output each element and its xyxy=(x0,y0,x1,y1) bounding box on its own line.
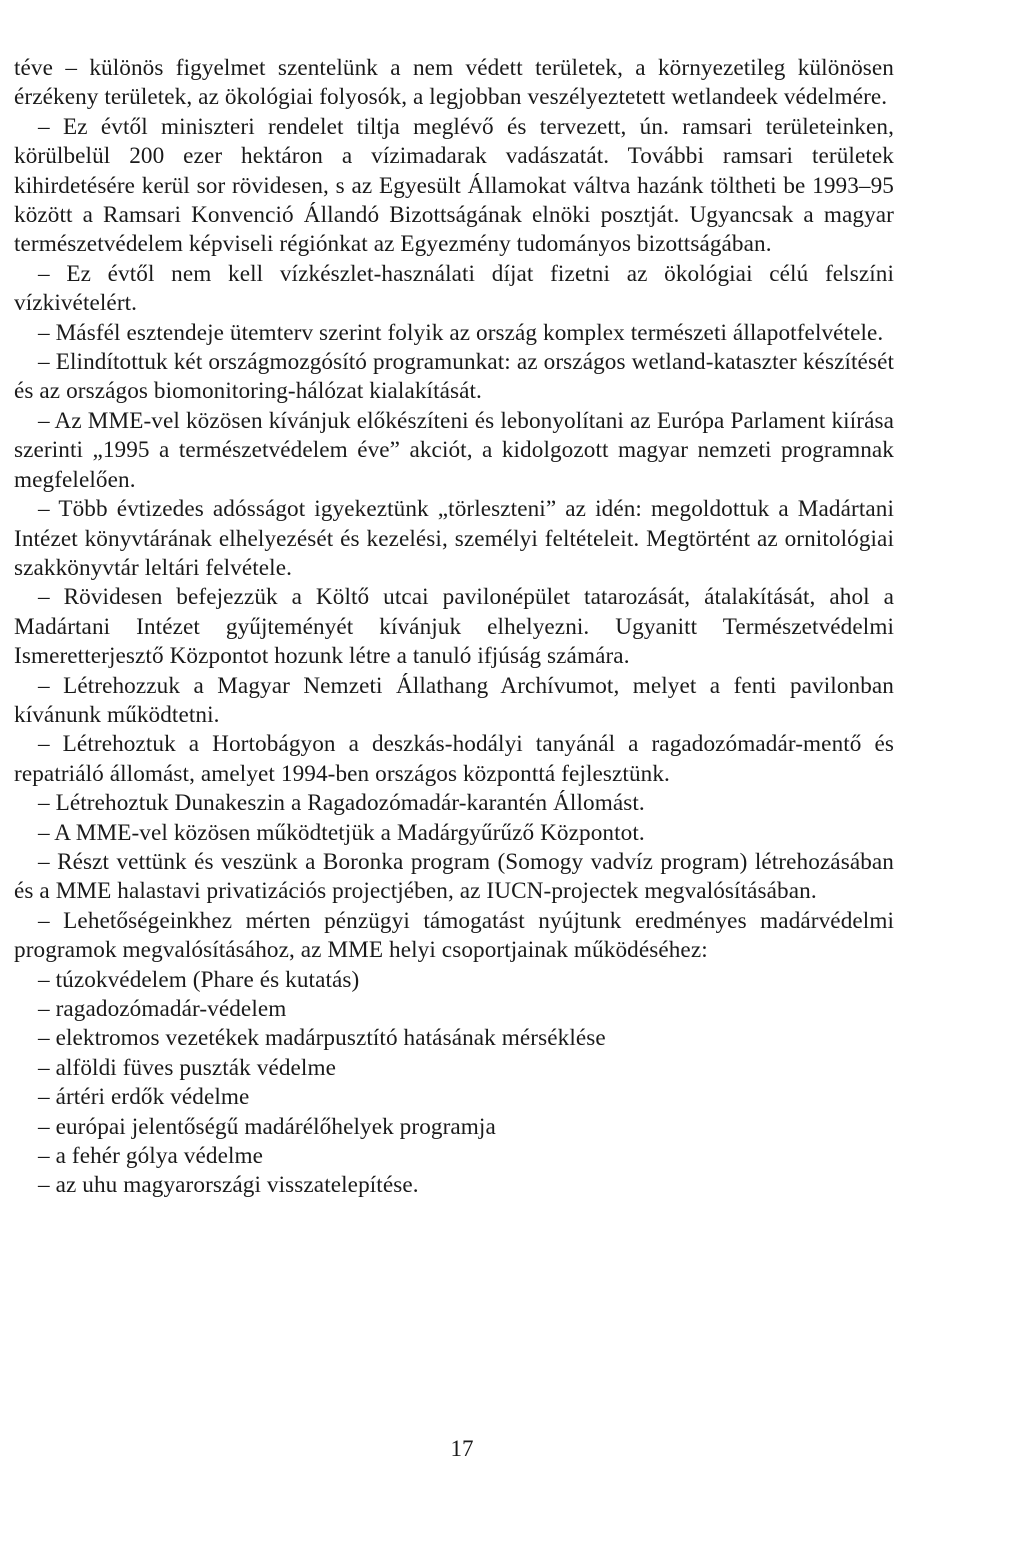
paragraph-library: – Több évtizedes adósságot igyekeztünk „törleszteni” az idén: megoldottuk a Madártani Intézet könyvtárának elhelyezését és kezelési, személyi feltételeit. Megtörtént az ornitológiai szakkönyvtár leltári felvétele. xyxy=(14,496,894,581)
list-item: – ártéri erdők védelme xyxy=(38,1084,250,1111)
paragraph-hortobagy: – Létrehoztuk a Hortobágyon a deszkás-hodályi tanyánál a ragadozómadár-mentő és repatriáló állomást, amelyet 1994-ben országos központtá fejlesztünk. xyxy=(14,731,894,787)
paragraph-programs: – Elindítottuk két országmozgósító programunkat: az országos wetland-kataszter készítését és az országos biomonitoring-hálózat kialakítását. xyxy=(14,349,894,405)
paragraph-dunakeszi: – Létrehoztuk Dunakeszin a Ragadozómadár-karantén Állomást. xyxy=(38,790,645,817)
paragraph-boronka: – Részt vettünk és veszünk a Boronka program (Somogy vadvíz program) létrehozásában és a MME halastavi privatizációs projectjében, az IUCN-projectek megvalósításában. xyxy=(14,848,894,905)
list-item: – a fehér gólya védelme xyxy=(38,1143,264,1170)
body-text xyxy=(14,54,894,1201)
list-item: – európai jelentőségű madárélőhelyek programja xyxy=(38,1113,496,1140)
paragraph-funding: – Lehetőségeinkhez mérten pénzügyi támogatást nyújtunk eredményes madárvédelmi programok megvalósításához, az MME helyi csoportjainak működéséhez: xyxy=(14,907,894,964)
list-item: – az uhu magyarországi visszatelepítése. xyxy=(38,1172,419,1199)
paragraph-continuation: téve – különös figyelmet szentelünk a nem védett területek, a környezetileg különösen érzékeny területek, az ökológiai folyosók, a legjobban veszélyeztetett wetlandeek védelmére. xyxy=(14,55,894,111)
paragraph-ramsar: – Ez évtől miniszteri rendelet tiltja meglévő és tervezett, ún. ramsari területeinken, körülbelül 200 ezer hektáron a vízimadarak vadászatát. További ramsari területek kihirdetésére kerül sor rövidesen, s az Egyesült Államokat váltva hazánk töltheti be 1993–95 között a Ramsari Konvenció Állandó Bizottságának elnöki posztját. Ugyancsak a magyar természetvédelem képviseli régiónkat az Egyezmény tudományos bizottságában. xyxy=(14,113,894,258)
list-item: – túzokvédelem (Phare és kutatás) xyxy=(38,966,360,993)
paragraph-pavilion: – Rövidesen befejezzük a Költő utcai pavilonépület tatarozását, átalakítását, ahol a Madártani Intézet gyűjteményét kívánjuk elhelyezni. Ugyanitt Természetvédelmi Ismeretterjesztő Központot hozunk létre a tanuló ifjúság számára. xyxy=(14,584,894,670)
page-number: 17 xyxy=(450,1436,474,1461)
paragraph-ringing-center: – A MME-vel közösen működtetjük a Madárgyűrűző Központot. xyxy=(38,819,645,846)
list-item: – elektromos vezetékek madárpusztító hatásának mérséklése xyxy=(38,1025,606,1052)
list-item: – ragadozómadár-védelem xyxy=(38,996,287,1022)
paragraph-water-fee: – Ez évtől nem kell vízkészlet-használati díjat fizetni az ökológiai célú felszíni vízkivételért. xyxy=(14,260,894,317)
paragraph-survey: – Másfél esztendeje ütemterv szerint folyik az ország komplex természeti állapotfelvétele. xyxy=(38,319,884,346)
list-item: – alföldi füves puszták védelme xyxy=(38,1054,337,1081)
paragraph-sound-archive: – Létrehozzuk a Magyar Nemzeti Állathang Archívumot, melyet a fenti pavilonban kívánunk működtetni. xyxy=(14,672,894,728)
paragraph-mme-1995: – Az MME-vel közösen kívánjuk előkészíteni és lebonyolítani az Európa Parlament kiírása szerinti „1995 a természetvédelem éve” akciót, a kidolgozott magyar nemzeti programnak megfelelően. xyxy=(14,407,894,493)
